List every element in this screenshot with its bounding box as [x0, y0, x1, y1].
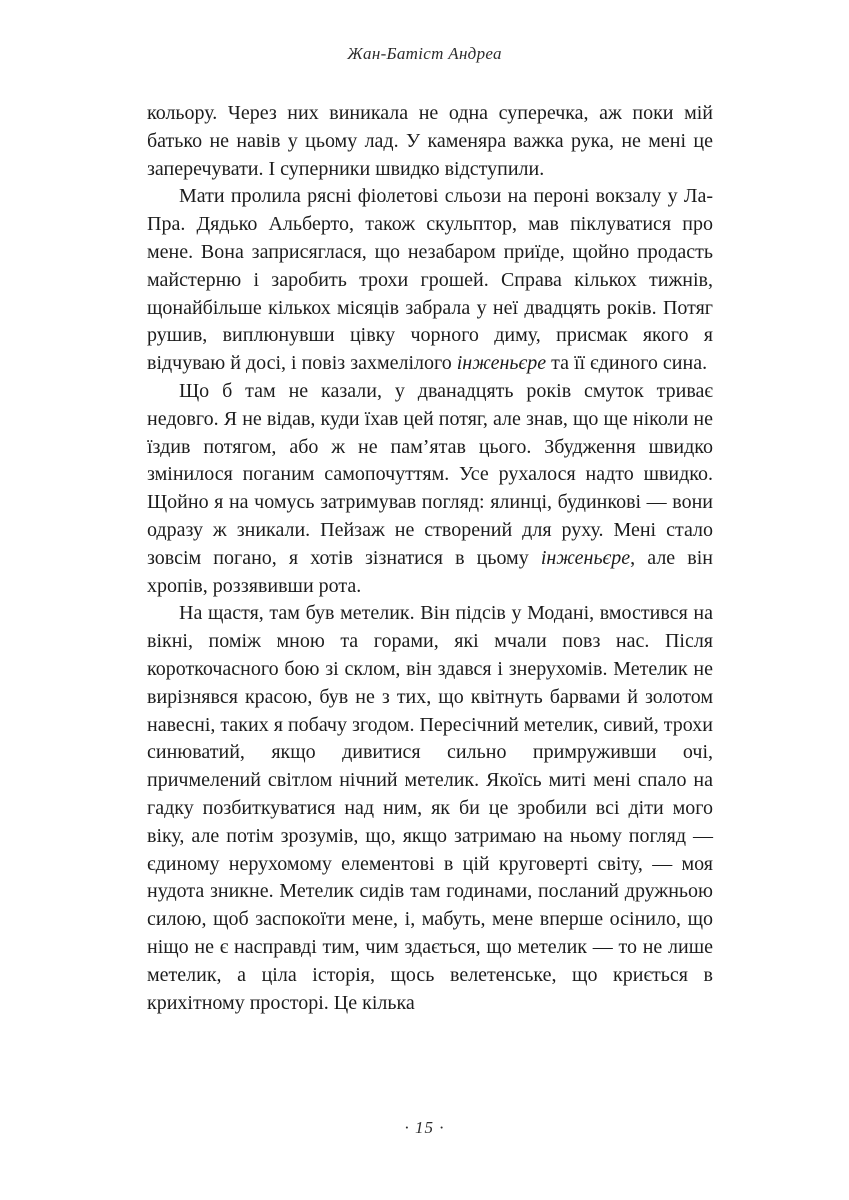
body-text [147, 100, 713, 1017]
running-header: Жан-Батіст Андреа [347, 44, 502, 63]
paragraph [147, 100, 713, 183]
text-run: кольору. Через них виникала не одна суперечка, аж поки мій батько не навів у цьому лад. У каменяра важка рука, не мені це заперечувати. І суперники швидко відступили. [147, 102, 713, 180]
text-run: та її єдиного сина. [546, 352, 708, 375]
text-run: , але він хропів, роззявивши рота. [147, 546, 713, 597]
text-run: Мати пролила рясні фіолетові сльози на пероні вокзалу у Ла-Пра. Дядько Альберто, також скульптор, мав піклуватися про мене. Вона заприсяглася, що незабаром приїде, щойно продасть майстерню і заробить трохи грошей. Справа кількох тижнів, щонайбільше кількох місяців забрала у неї двадцять років. Потяг рушив, виплюнувши цівку чорного диму, присмак якого я відчуваю й досі, і повіз захмелілого [147, 185, 713, 375]
italic-run: інженьєре [456, 352, 547, 375]
paragraph [147, 600, 713, 1017]
text-run: Що б там не казали, у дванадцять років смуток триває недовго. Я не відав, куди їхав цей потяг, але знав, що ще ніколи не їздив потягом, або ж не пам’ятав цього. Збудження швидко змінилося поганим самопочуттям. Усе рухалося надто швидко. Щойно я на чомусь затримував погляд: ялинці, будинкові — вони одразу ж зникали. Пейзаж не створений для руху. Мені стало зовсім погано, я хотів зізнатися в цьому [147, 379, 713, 569]
italic-run: інженьєре [540, 546, 631, 569]
paragraph [147, 183, 713, 378]
paragraph [147, 378, 713, 600]
text-run: На щастя, там був метелик. Він підсів у Модані, вмостився на вікні, поміж мною та горами, які мчали повз нас. Після короткочасного бою зі склом, він здався і знерухомів. Метелик не вирізнявся красою, був не з тих, що квітнуть барвами й золотом навесні, таких я побачу згодом. Пересічний метелик, сивий, трохи синюватий, якщо дивитися сильно примруживши очі, причмелений світлом нічний метелик. Якоїсь миті мені спало на гадку позбиткуватися над ним, як би це зробили всі діти мого віку, але потім зрозумів, що, якщо затримаю на ньому погляд — єдиному нерухомому елементові в цій круговерті світу, — моя нудота зникне. Метелик сидів там годинами, посланий дружньою силою, щоб заспокоїти мене, і, мабуть, мене вперше осінило, що ніщо не є насправді тим, чим здається, що метелик — то не лише метелик, а ціла історія, щось велетенське, що криється в крихітному просторі. Це кілька [147, 602, 713, 1014]
page-number: · 15 · [404, 1118, 445, 1137]
